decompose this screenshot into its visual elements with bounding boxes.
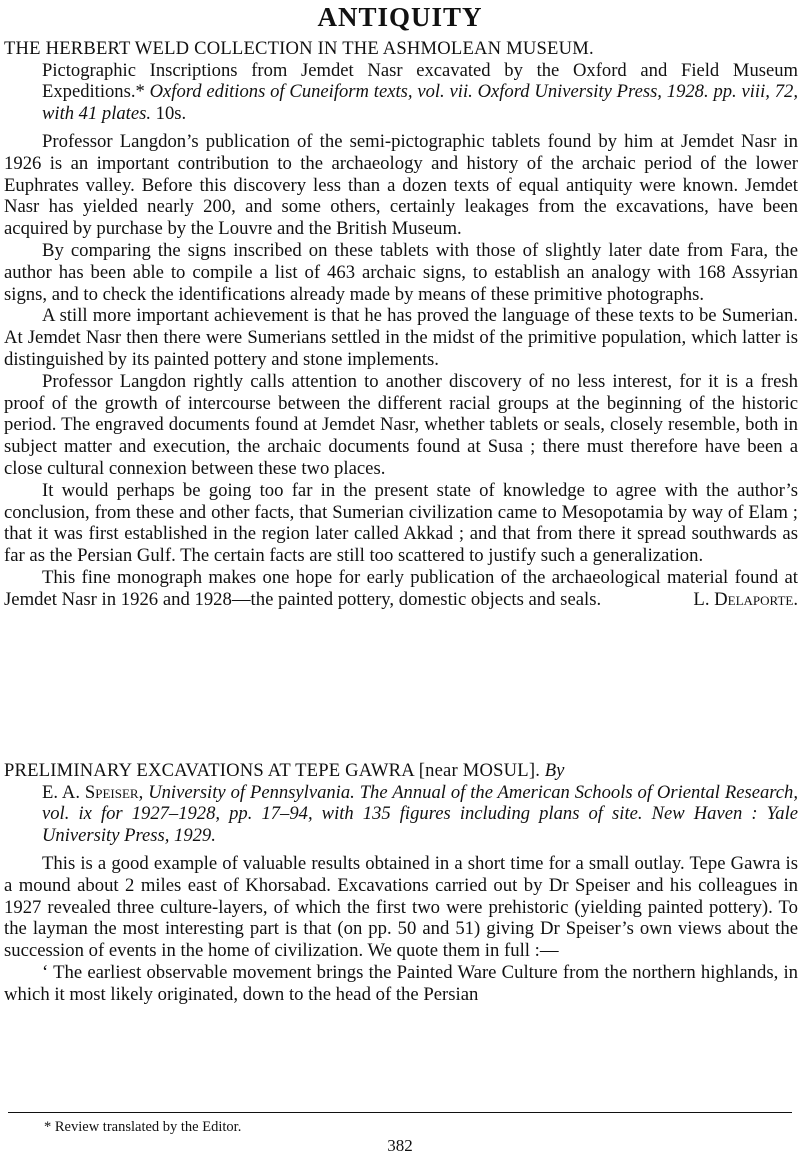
paragraph: By comparing the signs inscribed on these tablets with those of slightly later date from Fara, the author has been able to compile a list of 463 archaic signs, to establish an analogy with 168 Assyrian signs, and to check the identifications already made by means of these primitive photographs. (4, 239, 798, 305)
review-title-main: PRELIMINARY EXCAVATIONS AT TEPE GAWRA [near MOSUL]. (4, 760, 541, 781)
review-title-main: THE HERBERT WELD COLLECTION IN THE ASHMOLEAN MUSEUM. (4, 38, 594, 59)
footnote-divider (8, 1112, 792, 1113)
closing-paragraph-text: This fine monograph makes one hope for early publication of the archaeological material found at Jemdet Nasr in 1926 and 1928—the painted pottery, domestic objects and seals. (4, 566, 798, 610)
review-title-details (4, 60, 798, 125)
reviewer-signature: L. Delaporte. (693, 588, 798, 610)
footnote: * Review translated by the Editor. (44, 1119, 242, 1135)
running-head: ANTIQUITY (317, 2, 483, 32)
review-title-price: 10s. (155, 102, 187, 124)
quotation-paragraph: ‘ The earliest observable movement brings the Painted Ware Culture from the northern highlands, in which it most likely originated, down to the head of the Persian (4, 961, 798, 1005)
review-title-subtitle: Pictographic Inscriptions from Jemdet Nasr excavated by the Oxford and Field Museum Expeditions.* (42, 59, 798, 102)
page-number: 382 (387, 1136, 413, 1155)
review-title-author: E. A. Speiser, (42, 781, 144, 803)
review-heading (4, 38, 798, 124)
review-tepe-gawra (4, 760, 798, 1006)
paragraph: A still more important achievement is that he has proved the language of these texts to be Sumerian. At Jemdet Nasr then there were Sumerians settled in the midst of the primitive population, which latter is distinguished by its painted pottery and stone implements. (4, 305, 798, 370)
paragraph: Professor Langdon rightly calls attention to another discovery of no less interest, for it is a fresh proof of the growth of intercourse between the different racial groups at the beginning of the historic period. The engraved documents found at Jemdet Nasr, whether tablets or seals, closely resemble, both in subject matter and execution, the archaic documents found at Susa ; there must therefore have been a close cultural connexion between these two places. (4, 370, 798, 479)
paragraph: It would perhaps be going too far in the present state of knowledge to agree with the author’s conclusion, from these and other facts, that Sumerian civilization came to Mesopotamia by way of Elam ; that it was first established in the region later called Akkad ; and that from there it spread southwards as far as the Persian Gulf. The certain facts are still too scattered to justify such a generalization. (4, 479, 798, 567)
review-title-details (4, 782, 798, 847)
paragraph: Professor Langdon’s publication of the semi-pictographic tablets found by him at Jemdet Nasr in 1926 is an important contribution to the archaeology and history of the archaic period of the lower Euphrates valley. Before this discovery less than a dozen texts of equal antiquity were known. Jemdet Nasr has yielded nearly 200, and some others, certainly leakages from the excavations, have been acquired by purchase by the Louvre and the British Museum. (4, 131, 798, 240)
review-title-by: By (544, 760, 565, 781)
review-heading (4, 760, 798, 846)
review-weld-collection (4, 38, 798, 611)
paragraph: This is a good example of valuable results obtained in a short time for a small outlay. Tepe Gawra is a mound about 2 miles east of Khorsabad. Excavations carried out by Dr Speiser and his colleagues in 1927 revealed three culture-layers, of which the first two were prehistoric (yielding painted pottery). To the layman the most interesting part is that (on pp. 50 and 51) giving Dr Speiser’s own views about the succession of events in the home of civilization. We quote them in full :— (4, 853, 798, 962)
review-title-series: Oxford editions of Cuneiform texts, vol. vii. Oxford University Press, 1928. pp. viii, 72, with 41 plates. (42, 81, 798, 124)
review-title-rest: University of Pennsylvania. The Annual of the American Schools of Oriental Research, vol. ix for 1927–1928, pp. 17–94, with 135 figures including plans of site. New Haven : Yale University Press, 1929. (42, 781, 798, 846)
